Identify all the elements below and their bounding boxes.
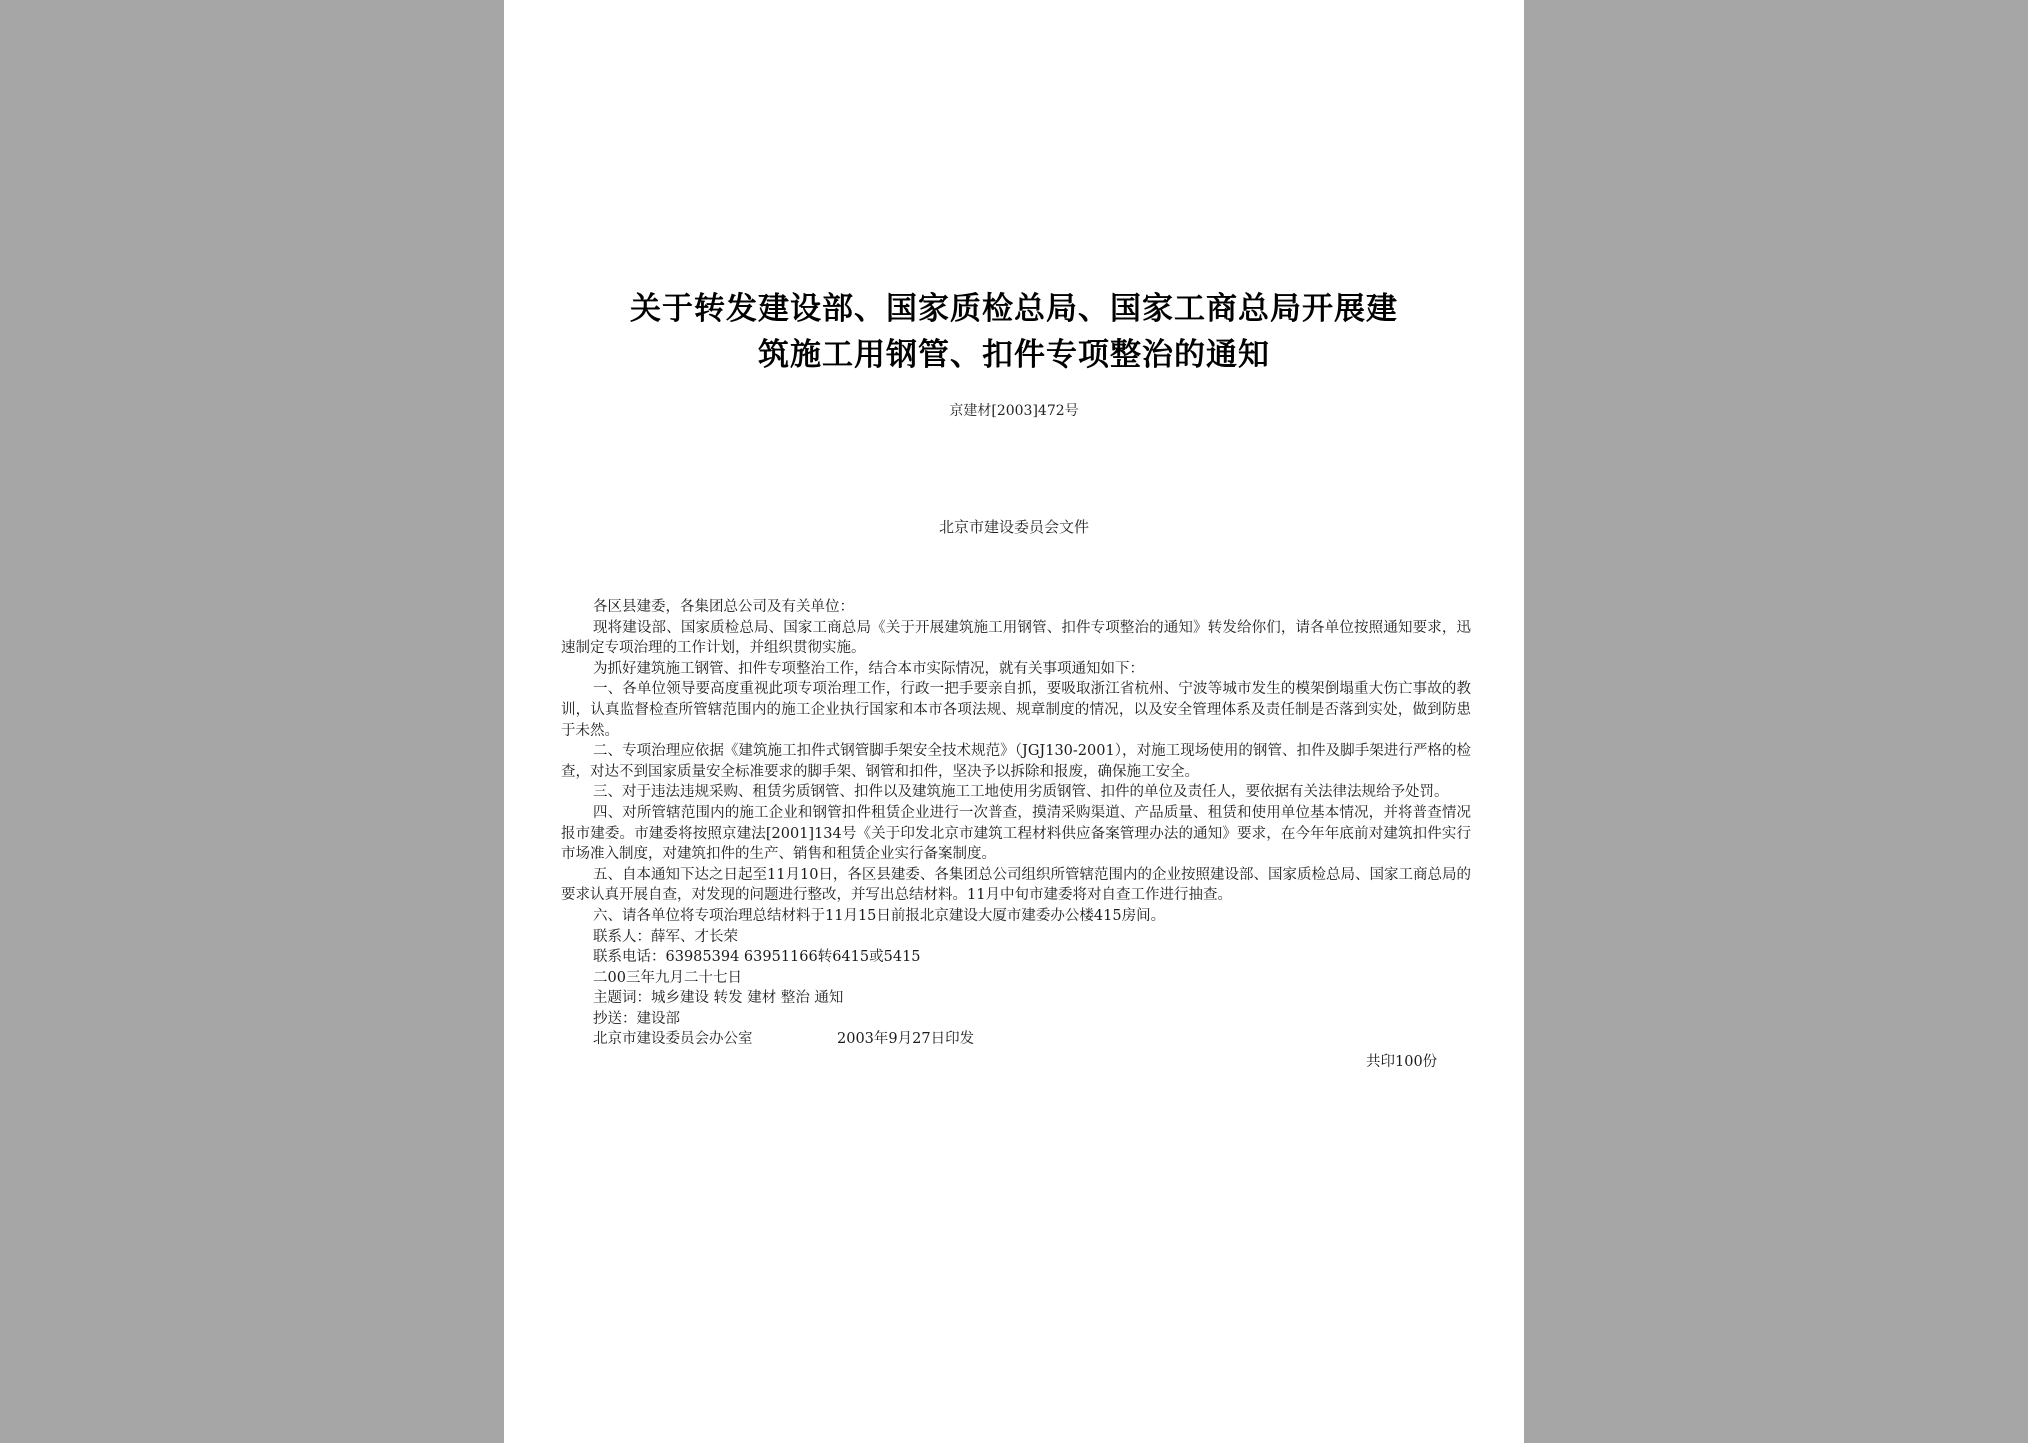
- footer-office: 北京市建设委员会办公室: [593, 1031, 753, 1048]
- document-page: [504, 0, 1524, 1443]
- issuer-label: 北京市建设委员会文件: [938, 518, 1089, 536]
- document-body: [561, 597, 1471, 1050]
- copies-count: 共印100份: [1366, 1054, 1438, 1070]
- salutation: 各区县建委，各集团总公司及有关单位：: [593, 599, 854, 615]
- issue-date: 二00三年九月二十七日: [593, 969, 742, 986]
- footer-print-date: 2003年9月27日印发: [837, 1031, 975, 1048]
- body-paragraph: 六、请各单位将专项治理总结材料于11月15日前报北京建设大厦市建委办公楼415房间。: [593, 907, 1166, 924]
- body-paragraph: 现将建设部、国家质检总局、国家工商总局《关于开展建筑施工用钢管、扣件专项整治的通知》转发给你们，请各单位按照通知要求，迅速制定专项治理的工作计划，并组织贯彻实施。: [561, 619, 1471, 657]
- contact-phone: 联系电话：63985394 63951166转6415或5415: [593, 949, 921, 966]
- title-line-2: 筑施工用钢管、扣件专项整治的通知: [758, 337, 1270, 373]
- body-paragraph: 为抓好建筑施工钢管、扣件专项整治工作，结合本市实际情况，就有关事项通知如下：: [593, 660, 1144, 677]
- body-paragraph: 五、自本通知下达之日起至11月10日，各区县建委、各集团总公司组织所管辖范围内的企业按照建设部、国家质检总局、国家工商总局的要求认真开展自查，对发现的问题进行整改，并写出总结材料。11月中旬市建委将对自查工作进行抽查。: [561, 866, 1471, 904]
- title-line-1: 关于转发建设部、国家质检总局、国家工商总局开展建: [630, 291, 1398, 327]
- document-title: [564, 286, 1464, 378]
- document-number: 京建材[2003]472号: [949, 403, 1079, 419]
- cc-recipients: 抄送：建设部: [593, 1010, 680, 1027]
- contact-person: 联系人：薛军、才长荣: [593, 928, 738, 945]
- body-paragraph: 一、各单位领导要高度重视此项专项治理工作，行政一把手要亲自抓，要吸取浙江省杭州、宁波等城市发生的模架倒塌重大伤亡事故的教训，认真监督检查所管辖范围内的施工企业执行国家和本市各项法规、规章制度的情况，以及安全管理体系及责任制是否落到实处，做到防患于未然。: [561, 681, 1471, 739]
- body-paragraph: 二、专项治理应依据《建筑施工扣件式钢管脚手架安全技术规范》（JGJ130-2001），对施工现场使用的钢管、扣件及脚手架进行严格的检查，对达不到国家质量安全标准要求的脚手架、钢管和扣件，坚决予以拆除和报废，确保施工安全。: [561, 743, 1471, 780]
- body-paragraph: 四、对所管辖范围内的施工企业和钢管扣件租赁企业进行一次普查，摸清采购渠道、产品质量、租赁和使用单位基本情况，并将普查情况报市建委。市建委将按照京建法[2001]134号《关于印发北京市建筑工程材料供应备案管理办法的通知》要求，在今年年底前对建筑扣件实行市场准入制度，对建筑扣件的生产、销售和租赁企业实行备案制度。: [561, 804, 1471, 863]
- body-paragraph: 三、对于违法违规采购、租赁劣质钢管、扣件以及建筑施工工地使用劣质钢管、扣件的单位及责任人，要依据有关法律法规给予处罚。: [593, 784, 1449, 801]
- subject-keywords: 主题词：城乡建设 转发 建材 整治 通知: [593, 990, 844, 1007]
- print-footer: [561, 1029, 1471, 1050]
